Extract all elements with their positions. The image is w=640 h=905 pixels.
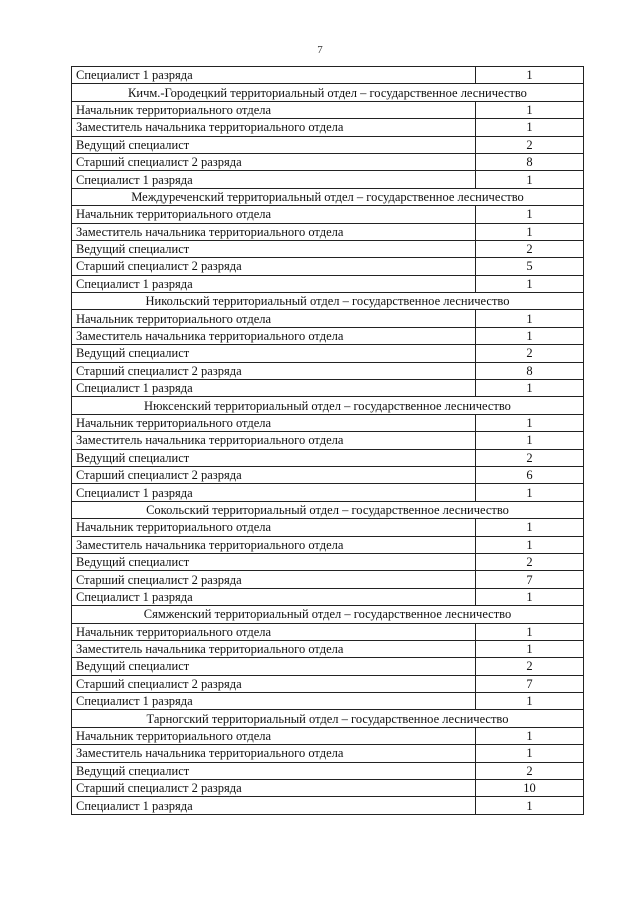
position-count: 1	[476, 414, 584, 431]
table-row	[72, 466, 584, 483]
position-count: 1	[476, 519, 584, 536]
section-header-row	[72, 710, 584, 727]
table-row	[72, 588, 584, 605]
table-row	[72, 362, 584, 379]
position-count: 1	[476, 67, 584, 84]
position-title: Старший специалист 2 разряда	[72, 571, 476, 588]
position-title: Старший специалист 2 разряда	[72, 675, 476, 692]
section-title: Сямженский территориальный отдел – государственное лесничество	[72, 606, 584, 623]
section-header-row	[72, 501, 584, 518]
table-row	[72, 745, 584, 762]
position-title: Специалист 1 разряда	[72, 693, 476, 710]
position-title: Заместитель начальника территориального отдела	[72, 223, 476, 240]
position-count: 1	[476, 223, 584, 240]
position-count: 1	[476, 588, 584, 605]
position-title: Специалист 1 разряда	[72, 171, 476, 188]
table-row	[72, 571, 584, 588]
table-row	[72, 380, 584, 397]
position-title: Специалист 1 разряда	[72, 67, 476, 84]
position-count: 1	[476, 310, 584, 327]
position-title: Старший специалист 2 разряда	[72, 153, 476, 170]
position-count: 1	[476, 119, 584, 136]
position-count: 7	[476, 675, 584, 692]
position-title: Ведущий специалист	[72, 136, 476, 153]
position-title: Специалист 1 разряда	[72, 275, 476, 292]
table-row	[72, 258, 584, 275]
position-title: Начальник территориального отдела	[72, 206, 476, 223]
position-title: Старший специалист 2 разряда	[72, 258, 476, 275]
position-title: Начальник территориального отдела	[72, 727, 476, 744]
position-count: 1	[476, 101, 584, 118]
table-row	[72, 414, 584, 431]
position-title: Начальник территориального отдела	[72, 310, 476, 327]
position-title: Специалист 1 разряда	[72, 484, 476, 501]
section-title: Тарногский территориальный отдел – государственное лесничество	[72, 710, 584, 727]
position-title: Старший специалист 2 разряда	[72, 466, 476, 483]
position-title: Старший специалист 2 разряда	[72, 362, 476, 379]
section-header-row	[72, 188, 584, 205]
table-row	[72, 136, 584, 153]
table-row	[72, 762, 584, 779]
position-count: 8	[476, 362, 584, 379]
table-row	[72, 310, 584, 327]
table-row	[72, 693, 584, 710]
table-row	[72, 101, 584, 118]
position-title: Специалист 1 разряда	[72, 380, 476, 397]
table-row	[72, 658, 584, 675]
table-row	[72, 623, 584, 640]
position-count: 8	[476, 153, 584, 170]
position-count: 1	[476, 640, 584, 657]
table-row	[72, 171, 584, 188]
position-count: 1	[476, 206, 584, 223]
table-row	[72, 640, 584, 657]
table-row	[72, 675, 584, 692]
table-row	[72, 345, 584, 362]
table-row	[72, 727, 584, 744]
position-title: Заместитель начальника территориального отдела	[72, 119, 476, 136]
table-row	[72, 536, 584, 553]
position-count: 1	[476, 797, 584, 814]
section-title: Нюксенский территориальный отдел – государственное лесничество	[72, 397, 584, 414]
position-count: 1	[476, 327, 584, 344]
table-row	[72, 519, 584, 536]
position-title: Ведущий специалист	[72, 345, 476, 362]
position-count: 1	[476, 275, 584, 292]
table-row	[72, 327, 584, 344]
section-header-row	[72, 606, 584, 623]
position-count: 2	[476, 345, 584, 362]
position-title: Начальник территориального отдела	[72, 519, 476, 536]
position-count: 1	[476, 745, 584, 762]
position-count: 1	[476, 171, 584, 188]
position-count: 5	[476, 258, 584, 275]
position-title: Ведущий специалист	[72, 553, 476, 570]
table-row	[72, 553, 584, 570]
section-title: Никольский территориальный отдел – государственное лесничество	[72, 293, 584, 310]
page-number: 7	[317, 44, 323, 56]
table-row	[72, 206, 584, 223]
table-row	[72, 449, 584, 466]
position-count: 10	[476, 780, 584, 797]
position-title: Начальник территориального отдела	[72, 414, 476, 431]
section-header-row	[72, 397, 584, 414]
section-header-row	[72, 293, 584, 310]
position-count: 2	[476, 762, 584, 779]
position-count: 1	[476, 432, 584, 449]
table-row	[72, 119, 584, 136]
table-row	[72, 780, 584, 797]
position-count: 1	[476, 484, 584, 501]
position-title: Специалист 1 разряда	[72, 797, 476, 814]
table-row	[72, 432, 584, 449]
position-count: 2	[476, 658, 584, 675]
position-count: 2	[476, 136, 584, 153]
section-title: Междуреченский территориальный отдел – государственное лесничество	[72, 188, 584, 205]
position-count: 1	[476, 536, 584, 553]
position-title: Ведущий специалист	[72, 762, 476, 779]
position-title: Ведущий специалист	[72, 658, 476, 675]
table-row	[72, 275, 584, 292]
table-row	[72, 153, 584, 170]
position-title: Специалист 1 разряда	[72, 588, 476, 605]
position-title: Заместитель начальника территориального отдела	[72, 327, 476, 344]
position-count: 6	[476, 466, 584, 483]
position-title: Ведущий специалист	[72, 240, 476, 257]
position-count: 2	[476, 449, 584, 466]
section-title: Сокольский территориальный отдел – государственное лесничество	[72, 501, 584, 518]
position-title: Старший специалист 2 разряда	[72, 780, 476, 797]
staffing-table-body	[72, 67, 584, 815]
position-count: 7	[476, 571, 584, 588]
section-title: Кичм.-Городецкий территориальный отдел – государственное лесничество	[72, 84, 584, 101]
section-header-row	[72, 84, 584, 101]
position-title: Заместитель начальника территориального отдела	[72, 640, 476, 657]
table-row	[72, 797, 584, 814]
position-count: 1	[476, 380, 584, 397]
table-row	[72, 223, 584, 240]
position-title: Заместитель начальника территориального отдела	[72, 745, 476, 762]
position-title: Заместитель начальника территориального отдела	[72, 536, 476, 553]
position-title: Начальник территориального отдела	[72, 623, 476, 640]
position-title: Ведущий специалист	[72, 449, 476, 466]
position-count: 2	[476, 240, 584, 257]
table-row	[72, 240, 584, 257]
position-count: 1	[476, 693, 584, 710]
table-row	[72, 484, 584, 501]
position-title: Начальник территориального отдела	[72, 101, 476, 118]
position-count: 2	[476, 553, 584, 570]
position-count: 1	[476, 727, 584, 744]
staffing-table	[71, 66, 584, 815]
position-count: 1	[476, 623, 584, 640]
table-row	[72, 67, 584, 84]
position-title: Заместитель начальника территориального отдела	[72, 432, 476, 449]
